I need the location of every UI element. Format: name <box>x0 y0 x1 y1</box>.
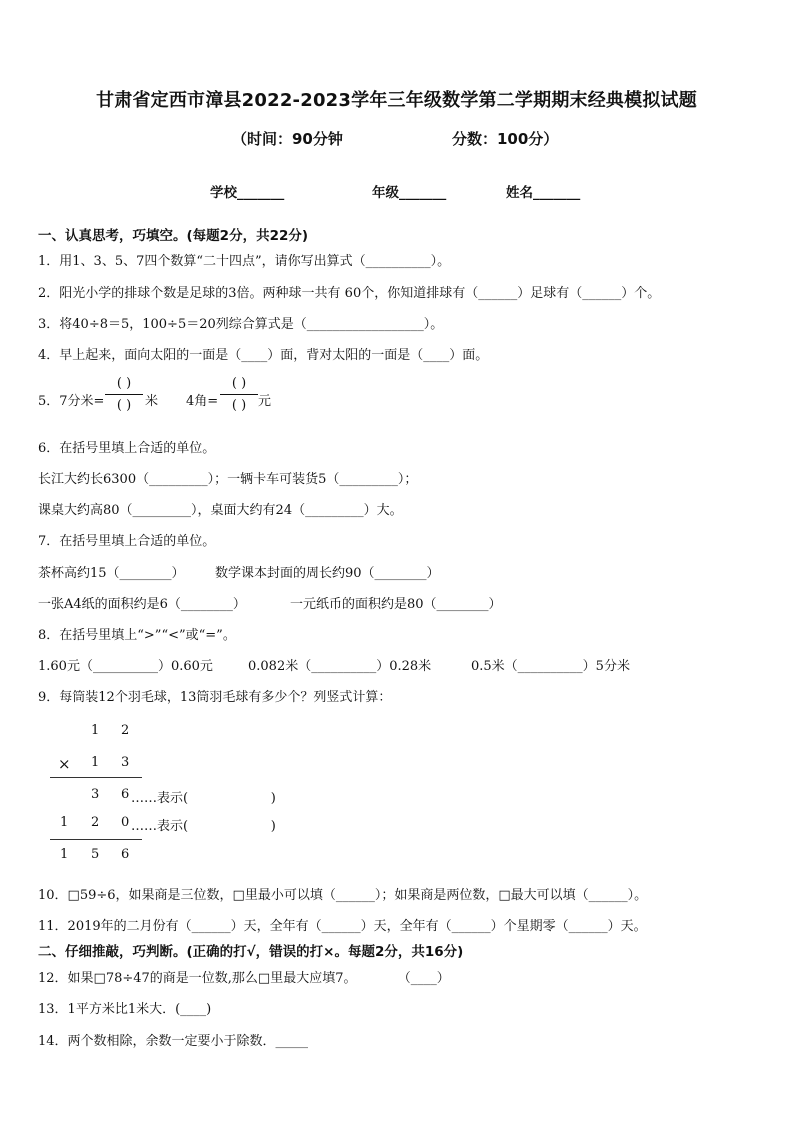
numerator-blank[interactable]: ( ) <box>231 376 247 391</box>
question-1: 1．用1、3、5、7四个数算“二十四点”，请你写出算式（__________）。 <box>38 254 451 269</box>
digit: 0 <box>121 815 130 830</box>
question-5b-unit: 元 <box>258 394 272 409</box>
question-7-item-book: 数学课本封面的周长约90（________） <box>215 566 440 581</box>
digit: 2 <box>91 815 100 830</box>
question-6-line-1: 长江大约长6300（_________）；一辆卡车可装货5（_________）； <box>38 472 418 487</box>
question-8: 8．在括号里填上“>”“<”或“=”。 <box>38 628 236 643</box>
digit: 1 <box>60 815 69 830</box>
digit: 5 <box>91 847 100 862</box>
digit: 3 <box>91 787 100 802</box>
rule-line <box>50 777 142 778</box>
fraction-bar <box>220 394 258 395</box>
digit: 2 <box>121 723 130 738</box>
partial-product-note-2[interactable]: ……表示( ) <box>131 819 276 834</box>
question-2: 2．阳光小学的排球个数是足球的3倍。两种球一共有 60个，你知道排球有（______）足球有（______）个。 <box>38 286 661 301</box>
digit: 1 <box>91 755 100 770</box>
rule-line <box>50 839 142 840</box>
fraction-bar <box>105 394 143 395</box>
question-11: 11．2019年的二月份有（______）天，全年有（______）天，全年有（______）个星期零（______）天。 <box>38 919 647 934</box>
question-5a-prefix: 5．7分米= <box>38 394 105 409</box>
digit: 6 <box>121 787 130 802</box>
question-8-a: 1.60元（__________）0.60元 <box>38 659 213 674</box>
exam-score: 分数：100分） <box>452 130 559 148</box>
page-title: 甘肃省定西市漳县2022-2023学年三年级数学第二学期期末经典模拟试题 <box>96 90 697 111</box>
question-8-b: 0.082米（__________）0.28米 <box>248 659 432 674</box>
question-7: 7．在括号里填上合适的单位。 <box>38 534 216 549</box>
question-7-item-a4: 一张A4纸的面积约是6（________） <box>38 597 246 612</box>
partial-product-note-1[interactable]: ……表示( ) <box>131 791 276 806</box>
question-5a-unit: 米 <box>145 394 159 409</box>
numerator-blank[interactable]: ( ) <box>116 376 132 391</box>
digit: 3 <box>121 755 130 770</box>
question-9: 9．每筒装12个羽毛球，13筒羽毛球有多少个？列竖式计算： <box>38 690 392 705</box>
question-5b-prefix: 4角= <box>186 394 219 409</box>
times-sign: × <box>58 755 71 773</box>
question-13: 13．1平方米比1米大．(____) <box>38 1002 212 1017</box>
question-10: 10．□59÷6，如果商是三位数，□里最小可以填（______）；如果商是两位数，□最大可以填（______）。 <box>38 888 648 903</box>
denominator-blank[interactable]: ( ) <box>116 398 132 413</box>
question-4: 4．早上起来，面向太阳的一面是（____）面，背对太阳的一面是（____）面。 <box>38 348 489 363</box>
fraction-dm-to-m <box>105 376 143 416</box>
question-8-c: 0.5米（__________）5分米 <box>471 659 630 674</box>
name-field[interactable]: 姓名_______ <box>506 185 581 201</box>
section-1-heading: 一、认真思考，巧填空。(每题2分，共22分) <box>38 228 309 244</box>
question-7-item-cup: 茶杯高约15（________） <box>38 566 185 581</box>
question-14: 14．两个数相除，余数一定要小于除数．_____ <box>38 1034 309 1049</box>
question-3: 3．将40÷8＝5，100÷5＝20列综合算式是（__________________）。 <box>38 317 444 332</box>
section-2-heading: 二、仔细推敲，巧判断。(正确的打√，错误的打×。每题2分，共16分) <box>38 944 464 960</box>
digit: 6 <box>121 847 130 862</box>
digit: 1 <box>60 847 69 862</box>
question-12: 12．如果□78÷47的商是一位数,那么□里最大应填7。 （____） <box>38 971 450 986</box>
question-6-line-2: 课桌大约高80（_________），桌面大约有24（_________）大。 <box>38 503 403 518</box>
question-7-item-yuan: 一元纸币的面积约是80（________） <box>290 597 502 612</box>
fraction-jiao-to-yuan <box>220 376 258 416</box>
exam-time: （时间：90分钟 <box>232 130 343 148</box>
school-field[interactable]: 学校_______ <box>210 185 285 201</box>
grade-field[interactable]: 年级_______ <box>372 185 447 201</box>
question-6: 6．在括号里填上合适的单位。 <box>38 441 216 456</box>
denominator-blank[interactable]: ( ) <box>231 398 247 413</box>
digit: 1 <box>91 723 100 738</box>
